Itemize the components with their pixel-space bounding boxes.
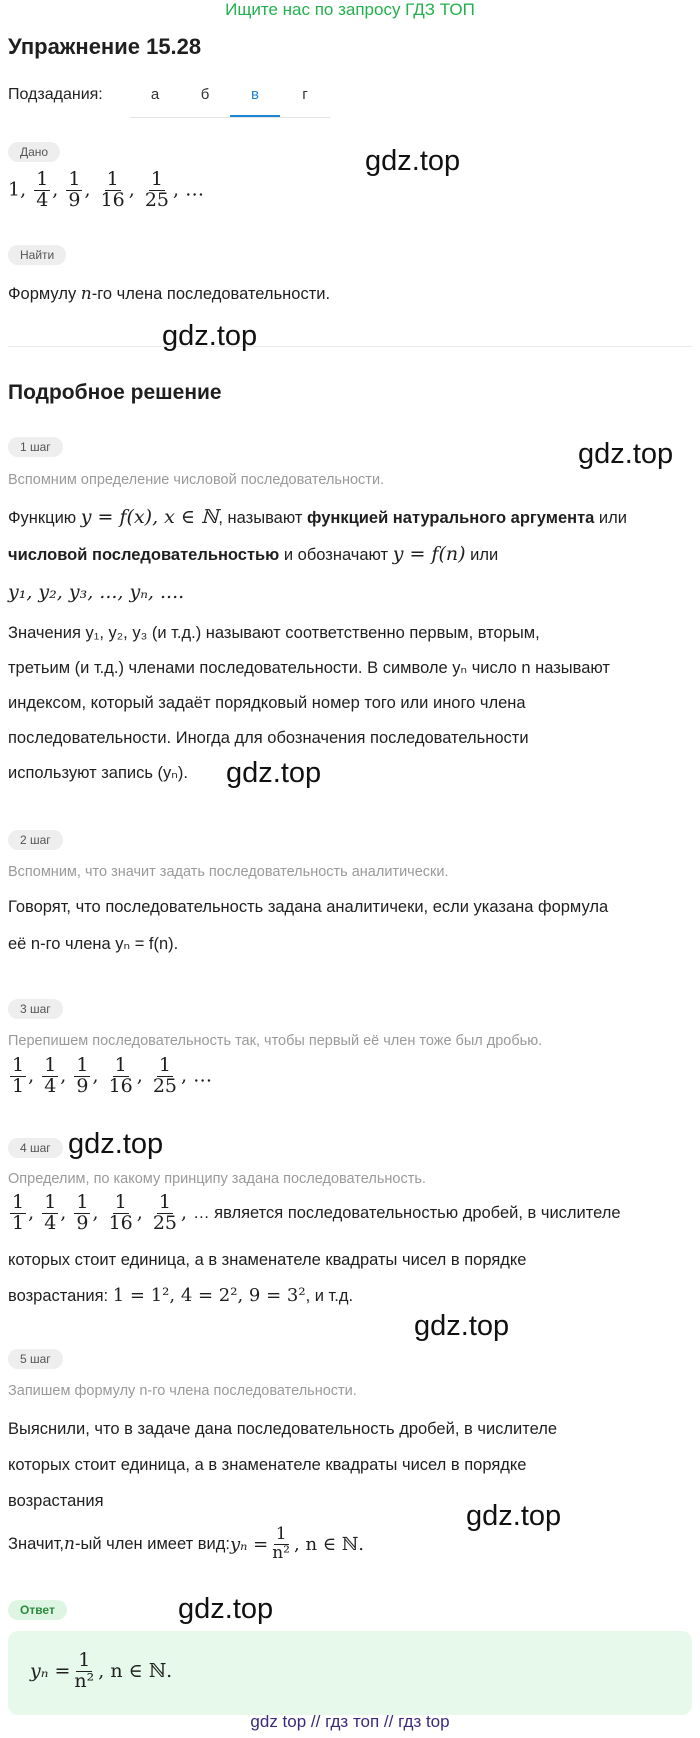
step2-pill: 2 шаг bbox=[8, 830, 63, 850]
step5-p2: которых стоит единица, а в знаменателе квадраты чисел в порядке bbox=[8, 1456, 527, 1474]
step1-p5: используют запись (yₙ). bbox=[8, 764, 188, 782]
step4-line3: возрастания: 1 = 1², 4 = 2², 9 = 3², и т.д. bbox=[8, 1285, 354, 1306]
fraction: $\frac{1}{1}$ bbox=[12, 1054, 25, 1097]
fraction: $\frac{1}{25}$ bbox=[152, 1054, 178, 1097]
tab-a[interactable]: а bbox=[150, 86, 160, 103]
fraction: $\frac{1}{4}$ bbox=[44, 1191, 57, 1234]
fraction: $\frac{1}{1}$ bbox=[12, 1191, 25, 1234]
subtasks-label: Подзадания: bbox=[8, 86, 103, 103]
fraction: $\frac{1}{25}$ bbox=[144, 168, 170, 211]
step4-hint: Определим, по какому принципу задана последовательность. bbox=[8, 1171, 426, 1187]
given-sequence: 1, $\frac{1}{4}$ , $\frac{1}{9}$ , $\frac{1}{16}$ , $\frac{1}{25}$ , … bbox=[8, 168, 205, 211]
step3-sequence: $\frac{1}{1}$ , $\frac{1}{4}$ , $\frac{1}{9}$ , $\frac{1}{16}$ , $\frac{1}{25}$ , … bbox=[12, 1054, 213, 1097]
watermark: gdz.top bbox=[162, 320, 258, 352]
watermark: gdz.top bbox=[365, 145, 461, 177]
step1-p1: Значения y₁, y₂, y₃ (и т.д.) называют соответственно первым, вторым, bbox=[8, 624, 540, 642]
step1-hint: Вспомним определение числовой последовательности. bbox=[8, 472, 385, 488]
step5-pill: 5 шаг bbox=[8, 1349, 63, 1369]
step5-hint: Запишем формулу n-го члена последовательности. bbox=[8, 1383, 357, 1399]
seq-tail: … bbox=[185, 178, 205, 201]
step1-line2: числовой последовательностью и обозначают y = f(n) или bbox=[8, 543, 499, 565]
fraction: $\frac{1}{\text{n²}}$ bbox=[272, 1524, 290, 1563]
step1-pill: 1 шаг bbox=[8, 437, 63, 457]
fraction: $\frac{1}{9}$ bbox=[76, 1191, 89, 1234]
find-text: Формулу n-го члена последовательности. bbox=[8, 284, 331, 304]
fraction: $\frac{1}{25}$ bbox=[152, 1191, 178, 1234]
step4-pill: 4 шаг bbox=[8, 1138, 63, 1158]
fraction: $\frac{1}{\text{n²}}$ bbox=[74, 1649, 95, 1692]
step1-line3: y₁, y₂, y₃, ..., yₙ, .... bbox=[8, 581, 185, 603]
step4-line1: $\frac{1}{1}$ , $\frac{1}{4}$ , $\frac{1}{9}$ , $\frac{1}{16}$ , $\frac{1}{25}$ , … является последовательностью дробей, в числителе bbox=[12, 1191, 621, 1234]
step2-p1: Говорят, что последовательность задана аналитичеки, если указана формула bbox=[8, 898, 609, 916]
divider bbox=[8, 346, 692, 347]
footer-links[interactable]: gdz top // гдз топ // гдз top bbox=[250, 1712, 450, 1731]
step1-p4: последовательности. Иногда для обозначения последовательности bbox=[8, 729, 529, 747]
step2-p2: её n-го члена yₙ = f(n). bbox=[8, 935, 179, 953]
fraction: $\frac{1}{4}$ bbox=[36, 168, 49, 211]
step3-pill: 3 шаг bbox=[8, 999, 63, 1019]
watermark: gdz.top bbox=[178, 1593, 274, 1625]
fraction: $\frac{1}{16}$ bbox=[100, 168, 125, 211]
seq-lead: 1, bbox=[8, 178, 27, 201]
step1-p3: индексом, который задаёт порядковый номер того или иного члена bbox=[8, 694, 526, 712]
step5-p1: Выяснили, что в задаче дана последовательность дробей, в числителе bbox=[8, 1420, 558, 1438]
step3-hint: Перепишем последовательность так, чтобы первый её член тоже был дробью. bbox=[8, 1033, 543, 1049]
given-pill: Дано bbox=[8, 142, 60, 162]
solution-title: Подробное решение bbox=[8, 381, 222, 404]
tab-b[interactable]: б bbox=[200, 86, 210, 103]
subtasks-tabs bbox=[130, 75, 330, 118]
watermark: gdz.top bbox=[578, 438, 674, 470]
step2-hint: Вспомним, что значит задать последовательность аналитически. bbox=[8, 864, 449, 880]
fraction: $\frac{1}{4}$ bbox=[44, 1054, 57, 1097]
step5-p3: возрастания bbox=[8, 1492, 104, 1510]
answer-formula: yₙ = $\frac{1}{\text{n²}}$ , n ∈ ℕ. bbox=[30, 1649, 173, 1692]
step5-p4: Значит, n -ый член имеет вид: yₙ = $\frac{1}{\text{n²}}$ , n ∈ ℕ. bbox=[8, 1524, 364, 1563]
watermark: gdz.top bbox=[68, 1128, 164, 1160]
step1-p2: третьим (и т.д.) членами последовательности. В символе yₙ число n называют bbox=[8, 659, 610, 677]
tab-g[interactable]: г bbox=[302, 86, 308, 103]
find-pill: Найти bbox=[8, 245, 66, 265]
fraction: $\frac{1}{16}$ bbox=[108, 1054, 133, 1097]
answer-pill: Ответ bbox=[8, 1600, 67, 1620]
step4-line2: которых стоит единица, а в знаменателе квадраты чисел в порядке bbox=[8, 1251, 527, 1269]
fraction: $\frac{1}{9}$ bbox=[76, 1054, 89, 1097]
page-title: Упражнение 15.28 bbox=[8, 34, 202, 59]
fraction: $\frac{1}{16}$ bbox=[108, 1191, 133, 1234]
step1-line1: Функцию y = f(x), x ∈ ℕ, называют функцией натурального аргумента или bbox=[8, 506, 627, 528]
watermark: gdz.top bbox=[414, 1310, 510, 1342]
watermark: gdz.top bbox=[466, 1500, 562, 1532]
search-banner: Ищите нас по запросу ГДЗ ТОП bbox=[225, 0, 475, 19]
tab-v[interactable]: в bbox=[230, 75, 280, 117]
fraction: $\frac{1}{9}$ bbox=[68, 168, 81, 211]
watermark: gdz.top bbox=[226, 757, 322, 789]
